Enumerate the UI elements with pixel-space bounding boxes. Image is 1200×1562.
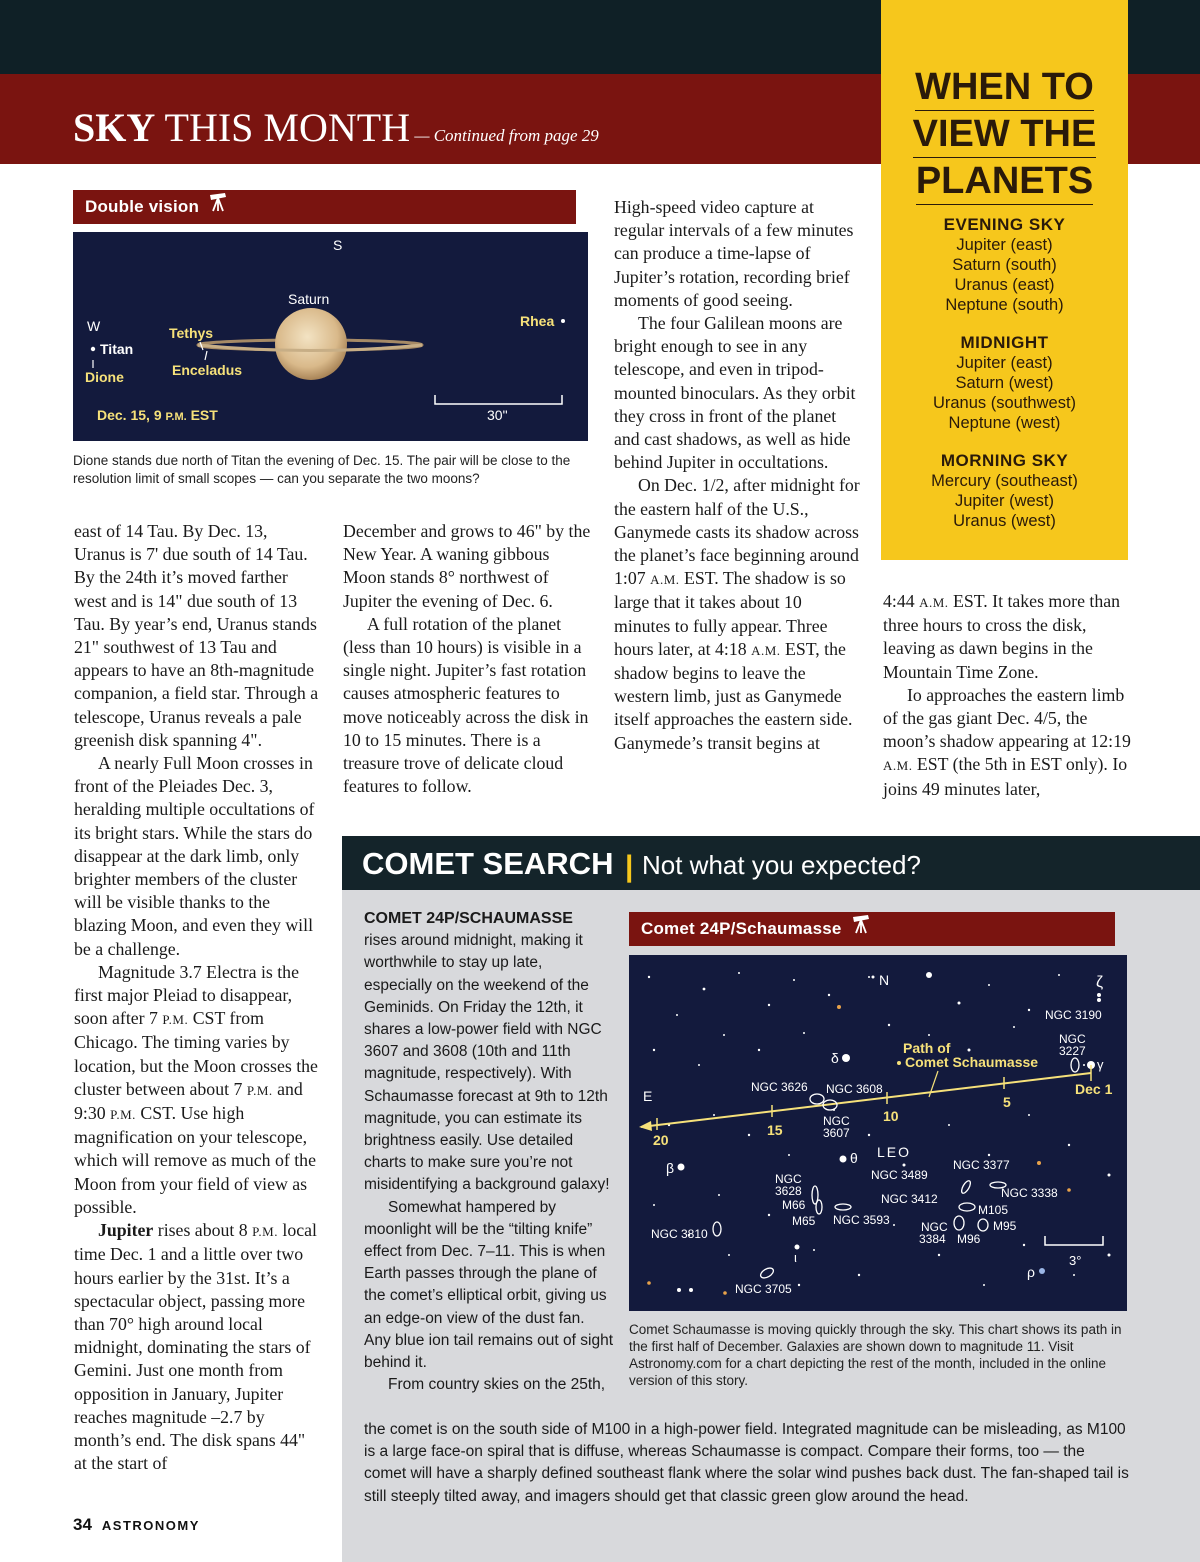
double-vision-figure (73, 190, 576, 224)
morning-sky-section: MORNING SKY Mercury (southeast) Jupiter (west) Uranus (west) (931, 451, 1078, 530)
theta-star (840, 1156, 847, 1163)
ngc3190-label: NGC 3190 (1045, 1008, 1102, 1022)
ngc3626-label: NGC 3626 (751, 1080, 808, 1094)
comet-path-chart (629, 955, 1127, 1311)
path-label-1: Path of (903, 1040, 951, 1056)
rhea-label: Rhea (520, 313, 555, 329)
ngc3810-label: NGC 3810 (651, 1227, 708, 1241)
telescope-icon (850, 913, 872, 947)
tethys-label: Tethys (169, 325, 214, 341)
m66-label: M66 (782, 1198, 806, 1212)
zeta-label: ζ (1096, 974, 1104, 991)
comet-chart-header: Comet 24P/Schaumasse (629, 912, 1115, 946)
col4-paragraph-2: Io approaches the eastern limb of the gas giant Dec. 4/5, the moon’s shadow appearing at 12:19 A.M. EST (the 5th in EST only). Io joins 49 minutes later, (883, 684, 1131, 799)
ngc3628-label-a: NGC (775, 1172, 802, 1186)
telescope-icon (207, 191, 229, 225)
m105-label: M105 (978, 1203, 1009, 1217)
saturn-label: Saturn (288, 291, 330, 307)
ngc3338-label: NGC 3338 (1001, 1186, 1058, 1200)
when-to-view-panel (881, 0, 1128, 560)
continued-note: — Continued from page 29 (410, 126, 599, 145)
dione-label: Dione (85, 369, 124, 385)
rhea-marker (561, 319, 565, 323)
titan-marker (91, 347, 95, 351)
ngc3227-label-b: 3227 (1059, 1044, 1086, 1058)
date-label: Dec. 15, 9 P.M. EST (97, 407, 218, 423)
col1-paragraph-2: A nearly Full Moon crosses in front of the Pleiades Dec. 3, heralding multiple occultations of its bright stars. While the stars do disappear at the dark limb, only brighter members of the cluster will be visible thanks to the blazing Moon, and even they will be a challenge. (74, 753, 315, 959)
comet-chart-caption: Comet Schaumasse is moving quickly through the sky. This chart shows its path in the first half of December. Galaxies are shown down to magnitude 11. Visit Astronomy.com for a chart depicting the rest of the month, included in the online version of this story. (629, 1322, 1122, 1388)
chart-scale-label: 3° (1069, 1253, 1082, 1268)
ngc3384-label-b: 3384 (919, 1232, 946, 1246)
saturn-field-chart (73, 232, 588, 441)
page-title: SKY THIS MONTH — Continued from page 29 (73, 105, 599, 150)
comet-chart-figure (629, 912, 1115, 946)
rho-star (1039, 1268, 1045, 1274)
ngc3489-label: NGC 3489 (871, 1168, 928, 1182)
ngc3705-label: NGC 3705 (735, 1282, 792, 1296)
column-3 (614, 196, 862, 755)
gamma-label: γ (1097, 1057, 1104, 1072)
col3-paragraph-1: High-speed video capture at regular intervals of a few minutes can produce a time-lapse of Jupiter’s rotation, recording brief moments of good seeing. (614, 197, 854, 310)
col3-paragraph-3: On Dec. 1/2, after midnight for the eastern half of the U.S., Ganymede casts its shadow across the planet’s face beginning around 1:07 A.M. EST. The shadow is so large that it takes about 10 minutes to fully appear. Three hours later, at 4:18 A.M. EST, the shadow begins to leave the western limb, just as Ganymede itself approaches the eastern side. Ganymede’s transit begins at (614, 475, 860, 753)
col1-paragraph-4: Jupiter rises about 8 P.M. local time Dec. 1 and a little over two hours earlier by the 31st. It’s a spectacular object, passing more than 70° high around local midnight, dominating the stars of Gemini. Just one month from opposition in January, Jupiter reaches magnitude –2.7 by month’s end. The disk spans 44" at the start of (74, 1220, 317, 1474)
comet-paragraph-1: rises around midnight, making it worthwhile to stay up late, especially on the weekend of the Geminids. On Friday the 12th, it shares a low-power field with NGC 3607 and 3608 (10th and 11th magnitude, respectively). With Schaumasse forecast at 9th to 12th magnitude, you can estimate its brightness easily. Use detailed charts to make sure you’re not misidentifying a background galaxy! (364, 932, 610, 1194)
beta-star (678, 1164, 685, 1171)
page-number: 34 (73, 1515, 92, 1534)
col3-paragraph-2: The four Galilean moons are bright enough to see in any telescope, and even in tripod-mounted binoculars. As they orbit they cross in front of the planet and cast shadows, as well as hide behind Jupiter in occultations. (614, 313, 856, 473)
dec1-label: Dec 1 (1075, 1081, 1113, 1097)
leo-label: LEO (877, 1144, 912, 1160)
comet-subhead: COMET 24P/SCHAUMASSE (364, 910, 573, 927)
tick-10-label: 10 (883, 1108, 899, 1124)
titan-label: Titan (100, 341, 134, 357)
column-1 (74, 520, 322, 1475)
scale-label: 30" (487, 407, 508, 423)
col2-paragraph-1: December and grows to 46" by the New Year. A waning gibbous Moon stands 8° northwest of Jupiter the evening of Dec. 6. (343, 521, 591, 611)
east-label: E (643, 1088, 653, 1104)
double-vision-header: Double vision (73, 190, 576, 224)
col1-paragraph-3: Magnitude 3.7 Electra is the first major Pleiad to disappear, soon after 7 P.M. CST from Chicago. The timing varies by location, but the Moon crosses the cluster between about 7 P.M. and 9:30 P.M. CST. Use high magnification on your telescope, which will remove as much of the Moon from your field of view as possible. (74, 961, 318, 1217)
midnight-section: MIDNIGHT Jupiter (east) Saturn (west) Uranus (southwest) Neptune (west) (932, 333, 1077, 432)
m96-label: M96 (957, 1232, 981, 1246)
ngc3628-label-b: 3628 (775, 1184, 802, 1198)
ngc3607-label-b: 3607 (823, 1126, 850, 1140)
enceladus-label: Enceladus (172, 362, 243, 378)
comet-paragraph-2: Somewhat hampered by moonlight will be the “tilting knife” effect from Dec. 7–11. This is when Earth passes through the plane of the comet’s elliptical orbit, giving us an edge-on view of the dust fan. Any blue ion tail remains out of sight behind it. (364, 1198, 613, 1372)
north-label: N (879, 972, 890, 988)
delta-star (842, 1054, 850, 1062)
rho-label: ρ (1027, 1264, 1035, 1280)
saturn-disk (275, 308, 347, 380)
column-2 (343, 520, 591, 798)
path-label-2: Comet Schaumasse (905, 1054, 1039, 1070)
column-4 (883, 590, 1131, 801)
ngc3593-label: NGC 3593 (833, 1213, 890, 1227)
beta-label: β (666, 1160, 675, 1176)
when-to-view-title: WHEN TO VIEW THE PLANETS (881, 64, 1128, 205)
tick-15-label: 15 (767, 1122, 783, 1138)
ngc3607-label-a: NGC (823, 1114, 850, 1128)
col1-paragraph-1: east of 14 Tau. By Dec. 13, Uranus is 7' due south of 14 Tau. By the 24th it’s moved farther west and is 14" due south of 13 Tau. By year’s end, Uranus stands 21" southwest of 13 Tau and appears to have an 8th-magnitude companion, a field star. Through a telescope, Uranus reveals a pale greenish disk spanning 4". (74, 521, 319, 750)
comet-text-column (364, 908, 614, 1396)
ngc3227-label-a: NGC (1059, 1032, 1086, 1046)
delta-label: δ (831, 1050, 839, 1066)
m65-label: M65 (792, 1214, 816, 1228)
col2-paragraph-2: A full rotation of the planet (less than 10 hours) is visible in a single night. Jupiter’s fast rotation causes atmospheric features to move noticeably across the disk in 10 to 15 minutes. There is a treasure trove of delicate cloud features to follow. (343, 613, 589, 797)
comet-paragraph-3: the comet is on the south side of M100 in a high-power field. Integrated magnitude can be misleading, as M100 is a large face-on spiral that is diffuse, whereas Schaumasse is compact. Compare their forms, too — the comet will have a sharply defined southeast flank where the solar wind pushes back dust. The fan-shaped tail is still steeply tilted away, and imagers should get that classic green glow around the head. (364, 1421, 1129, 1505)
col4-paragraph-1: 4:44 A.M. EST. It takes more than three hours to cross the disk, leaving as dawn begins in the Mountain Time Zone. (883, 591, 1121, 682)
iota-star (795, 1245, 800, 1250)
m95-label: M95 (993, 1219, 1017, 1233)
magazine-name: ASTRONOMY (101, 1518, 200, 1533)
west-label: W (87, 318, 101, 334)
tick-5-label: 5 (1003, 1094, 1011, 1110)
ngc3412-label: NGC 3412 (881, 1192, 938, 1206)
comet-paragraph-3-start: From country skies on the 25th, (388, 1376, 606, 1394)
iota-label: ι (794, 1250, 797, 1265)
comet-search-header: COMET SEARCH | Not what you expected? (342, 836, 1200, 890)
evening-sky-section: EVENING SKY Jupiter (east) Saturn (south) Uranus (east) Neptune (south) (943, 215, 1066, 314)
tick-20-label: 20 (653, 1132, 669, 1148)
theta-label: θ (850, 1150, 858, 1166)
ngc3608-label: NGC 3608 (826, 1082, 883, 1096)
south-label: S (333, 237, 343, 253)
page-footer (73, 1515, 200, 1535)
ngc3377-label: NGC 3377 (953, 1158, 1010, 1172)
double-vision-caption: Dione stands due north of Titan the evening of Dec. 15. The pair will be close to the resolution limit of small scopes — can you separate the two moons? (73, 453, 571, 486)
ngc3384-label-a: NGC (921, 1220, 948, 1234)
